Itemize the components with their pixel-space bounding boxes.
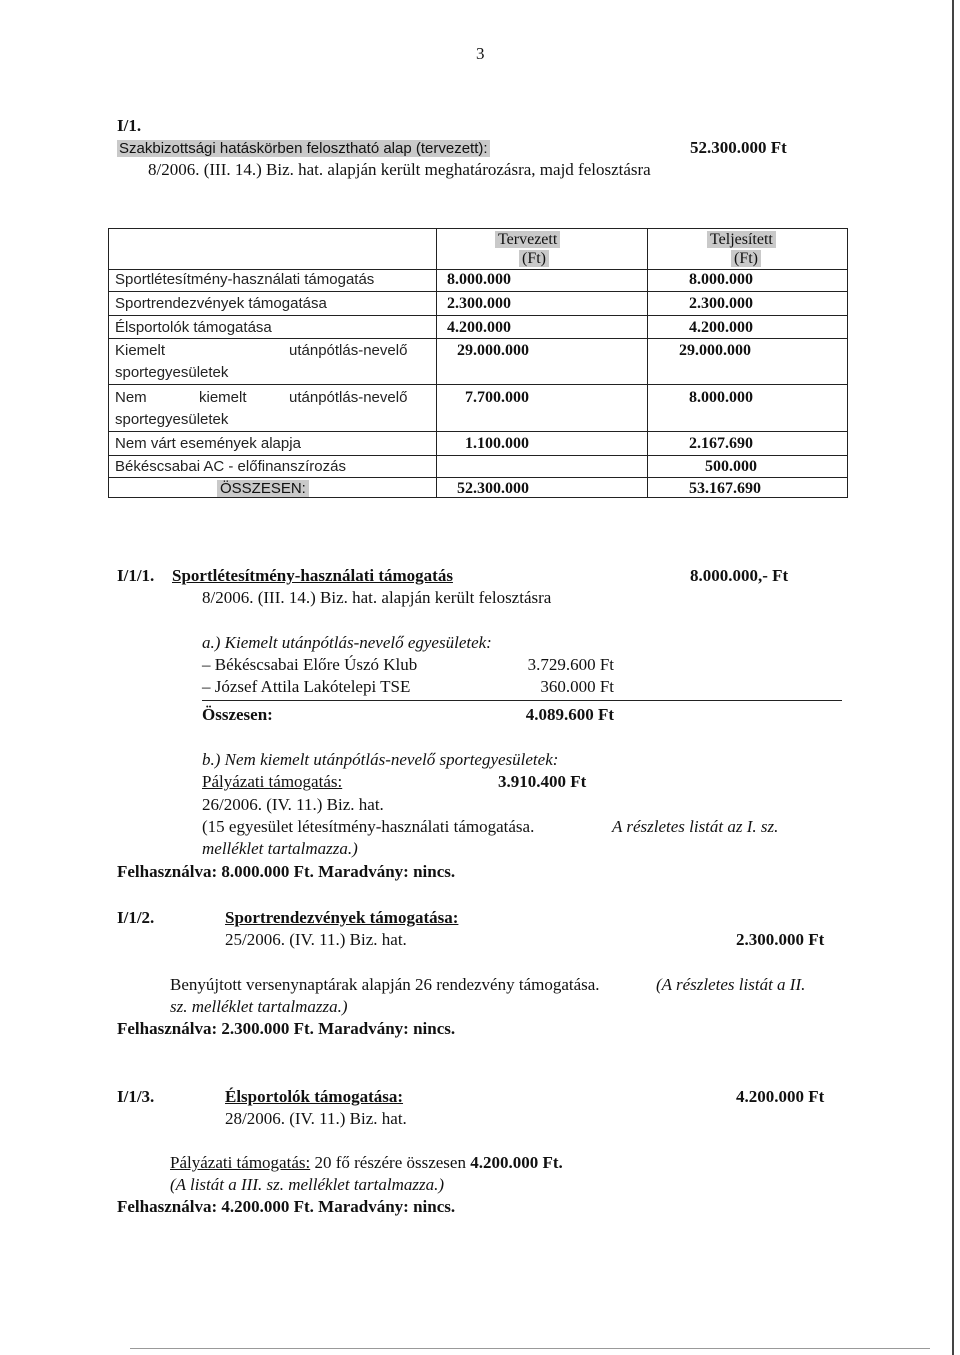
row-planned: 2.300.000 [447, 295, 511, 312]
s11-b-grant-label: Pályázati támogatás: [202, 772, 343, 791]
row-actual: 2.167.690 [689, 435, 753, 452]
row-planned: 8.000.000 [447, 271, 511, 288]
row-actual: 8.000.000 [689, 271, 753, 288]
row-planned: 1.100.000 [465, 435, 529, 452]
s11-b-heading: b.) Nem kiemelt utánpótlás-nevelő sportegyesületek: [202, 750, 559, 769]
header-actual: Teljesített [707, 231, 776, 248]
row-label-a: Kiemelt [115, 342, 166, 359]
section-title [117, 138, 490, 159]
s11-a-divider [202, 700, 842, 701]
row-planned: 7.700.000 [465, 389, 529, 406]
total-label: ÖSSZESEN: [217, 480, 309, 497]
row-label-c: sportegyesületek [115, 411, 229, 428]
row-planned: 29.000.000 [457, 342, 529, 359]
row-label-c: sportegyesületek [115, 364, 229, 381]
row-actual: 500.000 [705, 458, 757, 475]
scan-bottom-line [130, 1348, 930, 1349]
s11-a-item-amount: 360.000 Ft [540, 677, 614, 696]
s13-grant-amount: 4.200.000 Ft. [470, 1153, 563, 1172]
s12-text-1: Benyújtott versenynaptárak alapján 26 rendezvény támogatása. [170, 975, 600, 994]
s11-title: Sportlétesítmény-használati támogatás [172, 566, 453, 585]
header-planned-unit: (Ft) [519, 250, 549, 267]
header-planned: Tervezett [495, 231, 560, 248]
s11-a-item-name: – Békéscsabai Előre Úszó Klub [202, 655, 418, 674]
s12-resolution: 25/2006. (IV. 11.) Biz. hat. [225, 930, 407, 949]
s13-amount: 4.200.000 Ft [736, 1087, 825, 1106]
s13-grant-line [170, 1153, 563, 1173]
total-planned: 52.300.000 [457, 480, 529, 497]
s12-title: Sportrendezvények támogatása: [225, 908, 459, 927]
total-actual: 53.167.690 [689, 480, 761, 497]
row-label: Nem várt események alapja [115, 435, 301, 452]
row-label: Élsportolók támogatása [115, 319, 272, 336]
s11-b-note-2: melléklet tartalmazza.) [202, 839, 358, 858]
s13-grant-label: Pályázati támogatás: [170, 1153, 311, 1172]
row-label: Sportlétesítmény-használati támogatás [115, 271, 375, 288]
s13-grant-text: 20 fő részére összesen [314, 1153, 466, 1172]
s13-title: Élsportolók támogatása: [225, 1087, 404, 1106]
budget-table [108, 228, 848, 498]
scan-edge-line [952, 0, 954, 1355]
s11-subtitle: 8/2006. (III. 14.) Biz. hat. alapján került felosztásra [202, 588, 552, 607]
s12-text-2: sz. melléklet tartalmazza.) [170, 997, 348, 1016]
row-planned: 4.200.000 [447, 319, 511, 336]
row-actual: 2.300.000 [689, 295, 753, 312]
row-label: Békéscsabai AC - előfinanszírozás [115, 458, 346, 475]
s11-a-item-name: – József Attila Lakótelepi TSE [202, 677, 411, 696]
section-amount: 52.300.000 Ft [690, 138, 787, 157]
s11-b-grant-amount: 3.910.400 Ft [498, 772, 587, 791]
row-label-b: utánpótlás-nevelő [289, 389, 408, 406]
header-actual-unit: (Ft) [731, 250, 761, 267]
s11-b-note-1-italic: A részletes listát az I. sz. [612, 817, 779, 836]
s12-text-1-italic: (A részletes listát a II. [656, 975, 806, 994]
s12-id: I/1/2. [117, 908, 155, 927]
row-label-b: utánpótlás-nevelő [289, 342, 408, 359]
row-actual: 8.000.000 [689, 389, 753, 406]
s13-resolution: 28/2006. (IV. 11.) Biz. hat. [225, 1109, 407, 1128]
row-actual: 29.000.000 [679, 342, 751, 359]
s11-used: Felhasználva: 8.000.000 Ft. Maradvány: nincs. [117, 862, 456, 881]
s13-used: Felhasználva: 4.200.000 Ft. Maradvány: nincs. [117, 1197, 456, 1216]
row-actual: 4.200.000 [689, 319, 753, 336]
s11-id: I/1/1. [117, 566, 155, 585]
section-title-text: Szakbizottsági hatáskörben felosztható alap (tervezett): [119, 140, 488, 157]
s11-b-note-1: (15 egyesület létesítmény-használati támogatása. [202, 817, 535, 836]
s11-a-total: 4.089.600 Ft [525, 705, 614, 724]
s11-b-resolution: 26/2006. (IV. 11.) Biz. hat. [202, 795, 384, 814]
s13-note: (A listát a III. sz. melléklet tartalmazza.) [170, 1175, 445, 1194]
s11-amount: 8.000.000,- Ft [690, 566, 789, 585]
s11-a-total-label: Összesen: [202, 705, 273, 724]
row-label-a: Nem [115, 389, 147, 406]
s12-amount: 2.300.000 Ft [736, 930, 825, 949]
row-label: Sportrendezvények támogatása [115, 295, 327, 312]
s12-used: Felhasználva: 2.300.000 Ft. Maradvány: nincs. [117, 1019, 456, 1038]
s11-a-item-amount: 3.729.600 Ft [527, 655, 614, 674]
s13-id: I/1/3. [117, 1087, 155, 1106]
section-id: I/1. [117, 116, 142, 135]
s11-a-heading: a.) Kiemelt utánpótlás-nevelő egyesületek: [202, 633, 492, 652]
page-number: 3 [476, 44, 485, 63]
section-subtitle: 8/2006. (III. 14.) Biz. hat. alapján került meghatározásra, majd felosztásra [148, 160, 651, 179]
row-label-k: kiemelt [199, 389, 247, 406]
